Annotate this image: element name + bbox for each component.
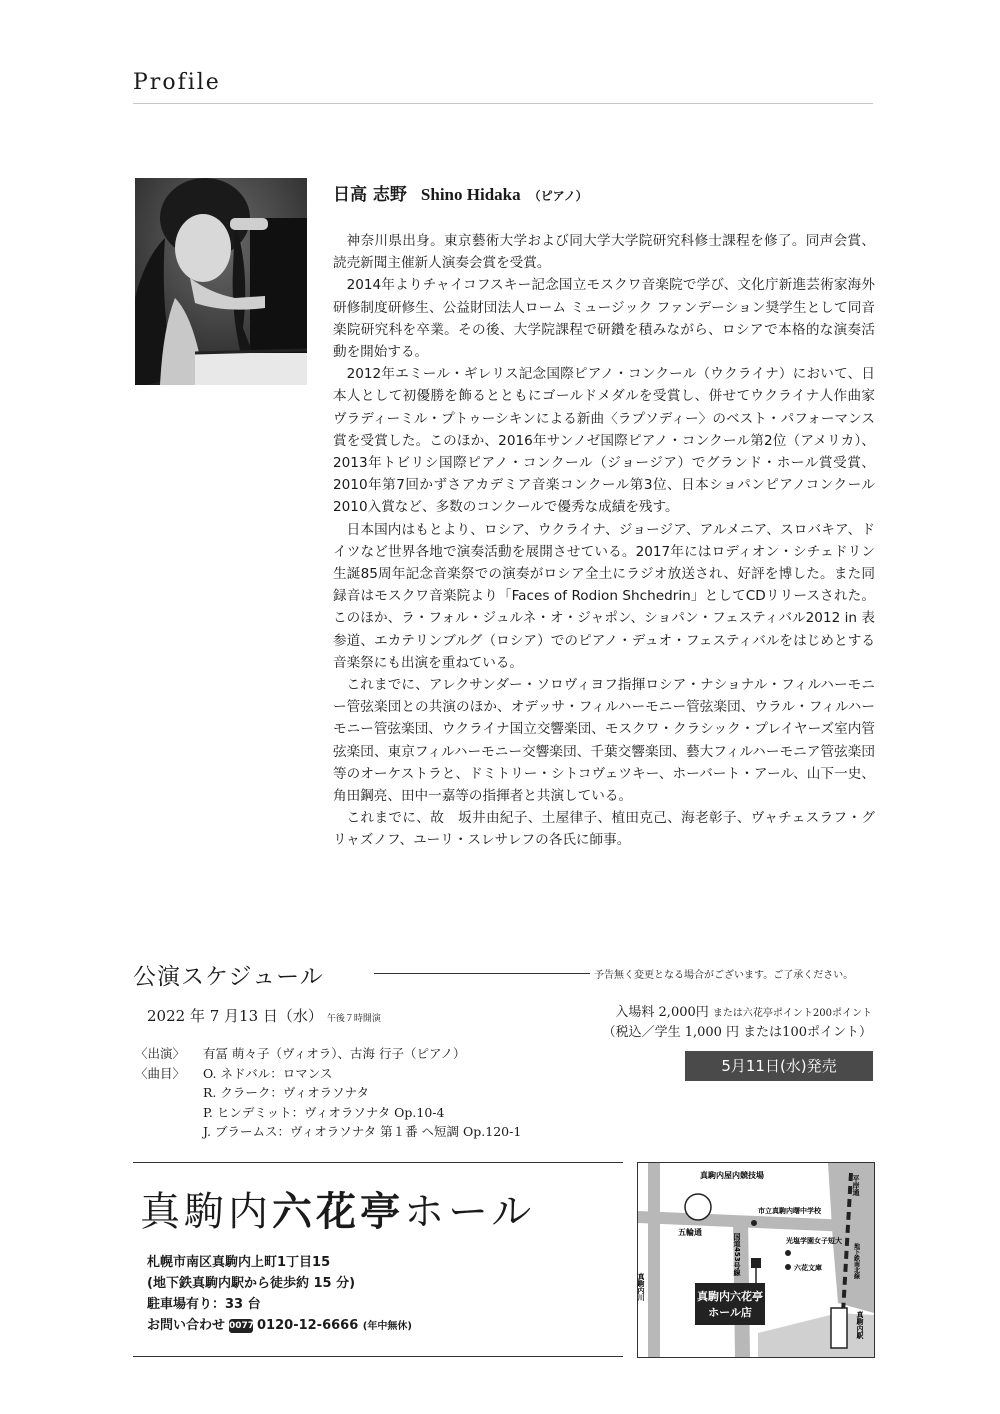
hall-name <box>140 1180 535 1237</box>
map-label-rink: 真駒内屋内競技場 <box>700 1171 764 1180</box>
hall-parking: 駐車場有り：33 台 <box>147 1297 261 1312</box>
access-map <box>637 1162 875 1358</box>
name-english: Shino Hidaka <box>420 185 521 204</box>
phone-number[interactable]: 0120-12-6666 <box>257 1318 359 1333</box>
map-label-road5: 五輪通 <box>678 1228 702 1237</box>
program-item: J. ブラームス：ヴィオラソナタ 第１番 ヘ短調 Op.120-1 <box>203 1124 522 1139</box>
divider <box>133 103 873 104</box>
performer-name <box>333 180 588 205</box>
date-text: 2022 年 7 月13 日（水） <box>147 1007 323 1025</box>
bio-paragraph: 2014年よりチャイコフスキー記念国立モスクワ音楽院で学び、文化庁新進芸術家海外研修制度研修生、公益財団法人ローム ミュージック ファンデーション奨学生として同音楽院研究科を卒業。その後、大学院課程で研鑽を積みながら、ロシアで本格的な演奏活動を開始する。 <box>333 277 875 361</box>
program-item: P. ヒンデミット：ヴィオラソナタ Op.10-4 <box>203 1104 445 1120</box>
hall-info <box>147 1252 412 1337</box>
rink-marker <box>685 1194 711 1220</box>
divider <box>133 1162 623 1163</box>
hall-access: (地下鉄真駒内駅から徒歩約 15 分) <box>147 1276 356 1291</box>
profile-heading: Profile <box>133 70 221 95</box>
program-label: 〈曲目〉 <box>135 1065 186 1081</box>
map-label-shop2: ホール店 <box>708 1306 752 1319</box>
divider <box>133 1356 623 1357</box>
program-item: R. クラーク：ヴィオラソナタ <box>203 1085 369 1100</box>
phone-note: (年中無休) <box>362 1321 412 1332</box>
hall-name-brand: 六花亭 <box>272 1188 404 1235</box>
performers: 有冨 萌々子（ヴィオラ）、古海 行子（ピアノ） <box>203 1046 466 1061</box>
map-label-route: 国道453号線 <box>733 1233 741 1276</box>
release-badge: 5月11日(水)発売 <box>685 1051 873 1081</box>
station-marker <box>831 1308 847 1348</box>
portrait-photo <box>135 178 307 385</box>
program-list <box>135 1044 521 1142</box>
bio-paragraph: これまでに、アレクサンダー・ソロヴィヨフ指揮ロシア・ナショナル・フィルハーモニー管弦楽団との共演のほか、オデッサ・フィルハーモニー管弦楽団、ウラル・フィルハーモニー管弦楽団、ウクライナ国立交響楽団、モスクワ・クラシック・プレイヤーズ室内管弦楽団、東京フィルハーモニー交響楽団、千葉交響楽団、藝大フィルハーモニア管弦楽団等のオーケストラと、ドミトリー・シトコヴェツキー、ホーバート・アール、山下一史、角田鋼亮、田中一嘉等の指揮者と共演している。 <box>333 677 875 805</box>
price-main: 入場料 2,000円 <box>615 1005 709 1020</box>
program-item: O. ネドバル：ロマンス <box>203 1065 333 1081</box>
map-label-shop1: 真駒内六花亭 <box>697 1290 763 1303</box>
biography <box>333 230 875 852</box>
admission-price <box>560 1003 872 1042</box>
price-points: または六花亭ポイント200ポイント <box>712 1008 872 1019</box>
map-label-college: 光塩学園女子短大 <box>786 1237 842 1245</box>
map-label-subway: 地下鉄南北線 <box>852 1243 860 1279</box>
performers-label: 〈出演〉 <box>135 1046 186 1061</box>
college-marker <box>785 1250 791 1256</box>
map-label-hiragishi: 平岸通 <box>852 1175 860 1196</box>
instrument: （ピアノ） <box>528 189 588 203</box>
phone-icon: 0077 <box>229 1320 255 1331</box>
school-marker <box>751 1220 757 1226</box>
map-label-bunko: 六花文庫 <box>794 1264 822 1272</box>
bunko-marker <box>785 1264 791 1270</box>
schedule-title: 公演スケジュール <box>133 964 324 990</box>
map-label-school: 市立真駒内曙中学校 <box>758 1207 821 1215</box>
road-river <box>648 1163 660 1357</box>
schedule-note: 予告無く変更となる場合がございます。ご了承ください。 <box>594 970 854 981</box>
hall-address: 札幌市南区真駒内上町1丁目15 <box>147 1255 331 1270</box>
hall-name-part: ホール <box>404 1189 536 1235</box>
hall-name-part: 真駒内 <box>140 1189 272 1235</box>
bio-paragraph: 2012年エミール・ギレリス記念国際ピアノ・コンクール（ウクライナ）において、日本人として初優勝を飾るとともにゴールドメダルを受賞し、併せてウクライナ人作曲家ヴラディーミル・プトゥーシキンによる新曲〈ラプソディー〉のベスト・パフォーマンス賞を受賞した。このほか、2016年サンノゼ国際ピアノ・コンクール第2位（アメリカ）、2013年トビリシ国際ピアノ・コンクール（ジョージア）でグランド・ホール賞受賞、2010年第7回かずさアカデミア音楽コンクール第3位、日本ショパンピアノコンクール2010入賞など、多数のコンクールで優秀な成績を残す。 <box>333 366 875 516</box>
concert-date <box>147 1005 381 1026</box>
bio-paragraph: 神奈川県出身。東京藝術大学および同大学大学院研究科修士課程を修了。同声会賞、読売新聞主催新人演奏会賞を受賞。 <box>333 233 875 272</box>
name-japanese: 日高 志野 <box>333 185 407 205</box>
map-label-station: 真駒内駅 <box>856 1311 864 1339</box>
map-label-river: 真駒内川 <box>637 1273 645 1301</box>
hall-marker <box>751 1258 761 1268</box>
start-time: 午後７時開演 <box>326 1014 381 1024</box>
divider <box>374 973 590 974</box>
bio-paragraph: 日本国内はもとより、ロシア、ウクライナ、ジョージア、アルメニア、スロバキア、ドイツなど世界各地で演奏活動を展開させている。2017年にはロディオン・シチェドリン生誕85周年記念音楽祭での演奏がロシア全土にラジオ放送され、好評を博した。また同録音はモスクワ音楽院より「Faces of Rodion Shchedrin」としてCDリリースされた。このほか、ラ・フォル・ジュルネ・オ・ジャポン、ショパン・フェスティバル2012 in 表参道、エカテリンブルグ（ロシア）でのピアノ・デュオ・フェスティバルをはじめとする音楽祭にも出演を重ねている。 <box>333 521 875 671</box>
bio-paragraph: これまでに、故 坂井由紀子、土屋律子、植田克己、海老彰子、ヴャチェスラフ・グリャズノフ、ユーリ・スレサレフの各氏に師事。 <box>333 810 875 849</box>
contact-label: お問い合わせ <box>147 1318 226 1333</box>
price-student: （税込／学生 1,000 円 または100ポイント） <box>602 1025 872 1040</box>
